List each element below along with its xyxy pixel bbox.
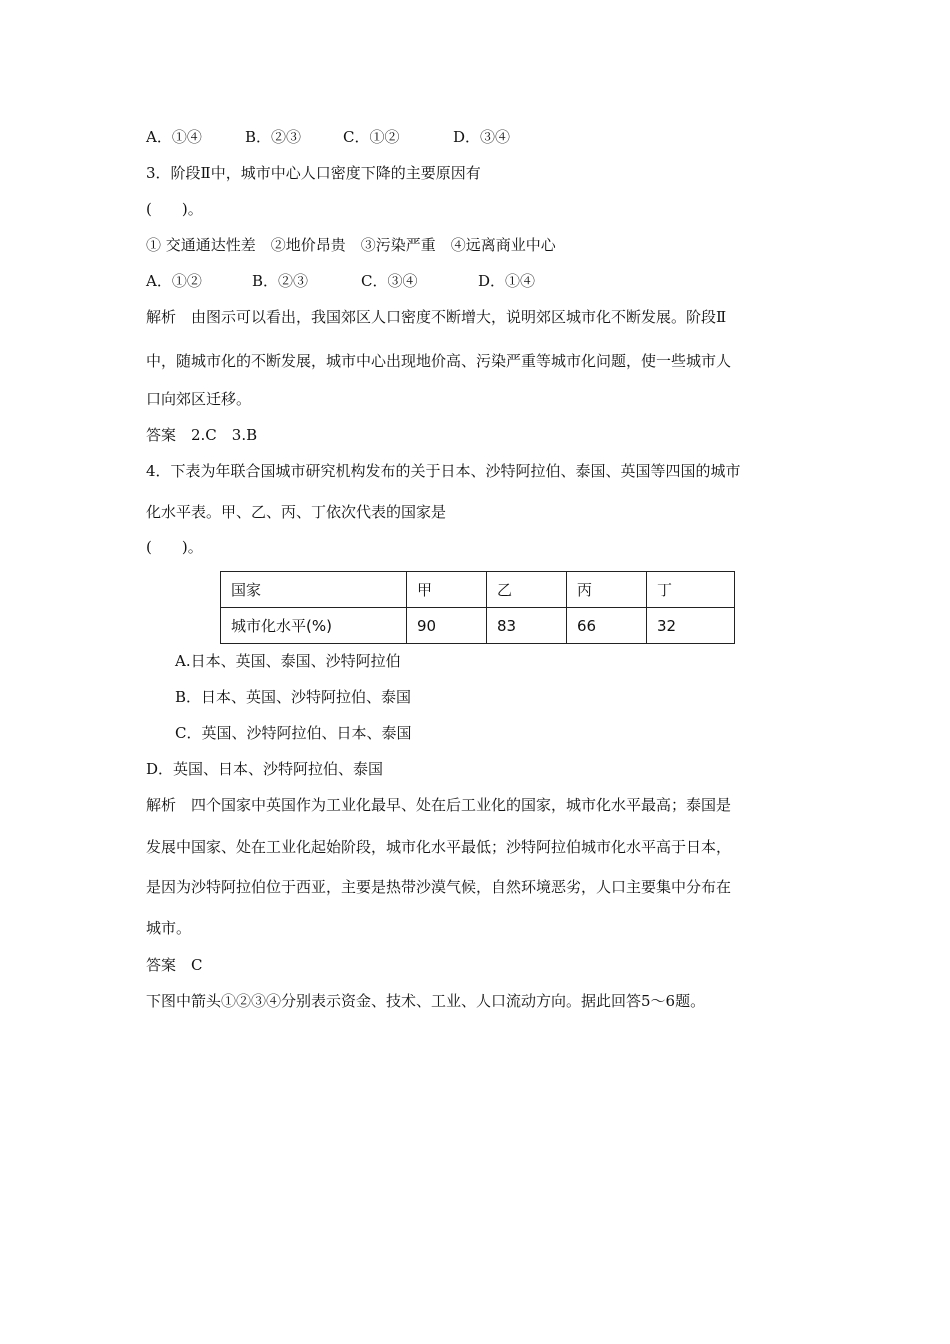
table-cell: 83: [487, 608, 567, 644]
q3-option-b: B．②③: [252, 272, 309, 290]
q4-option-b: B．日本、英国、沙特阿拉伯、泰国: [175, 688, 412, 706]
table-cell: 32: [647, 608, 735, 644]
table-row: [221, 608, 735, 644]
q3-options: [146, 271, 535, 291]
answer2: 答案 C: [146, 956, 203, 974]
analysis2-line: 是因为沙特阿拉伯位于西亚，主要是热带沙漠气候，自然环境恶劣，人口主要集中分布在: [146, 878, 732, 896]
q3-statements: ① 交通通达性差 ②地价昂贵 ③污染严重 ④远离商业中心: [146, 236, 556, 254]
table-cell: 乙: [487, 572, 567, 608]
analysis2-line: 城市。: [146, 919, 192, 937]
analysis1-line: 解析 由图示可以看出，我国郊区人口密度不断增大，说明郊区城市化不断发展。阶段Ⅱ: [146, 308, 727, 326]
table-cell: 甲: [407, 572, 487, 608]
analysis1-line: 中，随城市化的不断发展，城市中心出现地价高、污染严重等城市化问题，使一些城市人: [146, 352, 732, 370]
answer1: 答案 2.C 3.B: [146, 426, 258, 444]
analysis2-line: 发展中国家、处在工业化起始阶段，城市化水平最低；沙特阿拉伯城市化水平高于日本，: [146, 838, 732, 856]
table-cell: 国家: [221, 572, 407, 608]
q3-option-c: C．③④: [361, 272, 418, 290]
q4-option-d: D．英国、日本、沙特阿拉伯、泰国: [146, 760, 384, 778]
q4-option-a: A.日本、英国、泰国、沙特阿拉伯: [175, 652, 401, 670]
table-header-row: [221, 572, 735, 608]
q3-option-a: A．①②: [146, 272, 202, 290]
q4-stem-line2: 化水平表。甲、乙、丙、丁依次代表的国家是: [146, 503, 447, 521]
q2-option-b: B．②③: [245, 128, 302, 146]
q2-option-d: D．③④: [453, 128, 511, 146]
table-cell: 丁: [647, 572, 735, 608]
table-cell: 90: [407, 608, 487, 644]
q2-options: [146, 127, 510, 147]
analysis2-line: 解析 四个国家中英国作为工业化最早、处在后工业化的国家，城市化水平最高；泰国是: [146, 796, 732, 814]
q4-paren: ( )。: [146, 538, 203, 556]
table-cell: 丙: [567, 572, 647, 608]
q4-stem-line1: 4．下表为年联合国城市研究机构发布的关于日本、沙特阿拉伯、泰国、英国等四国的城市: [146, 462, 741, 480]
urbanization-table: [220, 571, 735, 644]
q3-paren: ( )。: [146, 200, 203, 218]
q2-option-a: A．①④: [146, 128, 202, 146]
q4-option-c: C．英国、沙特阿拉伯、日本、泰国: [175, 724, 412, 742]
table-cell: 66: [567, 608, 647, 644]
q3-stem: 3．阶段Ⅱ中，城市中心人口密度下降的主要原因有: [146, 164, 481, 182]
table-cell: 城市化水平(%): [221, 608, 407, 644]
q3-option-d: D．①④: [478, 272, 536, 290]
analysis1-line: 口向郊区迁移。: [146, 390, 252, 408]
figure-intro: 下图中箭头①②③④分别表示资金、技术、工业、人口流动方向。据此回答5～6题。: [146, 992, 706, 1010]
q2-option-c: C．①②: [343, 128, 400, 146]
